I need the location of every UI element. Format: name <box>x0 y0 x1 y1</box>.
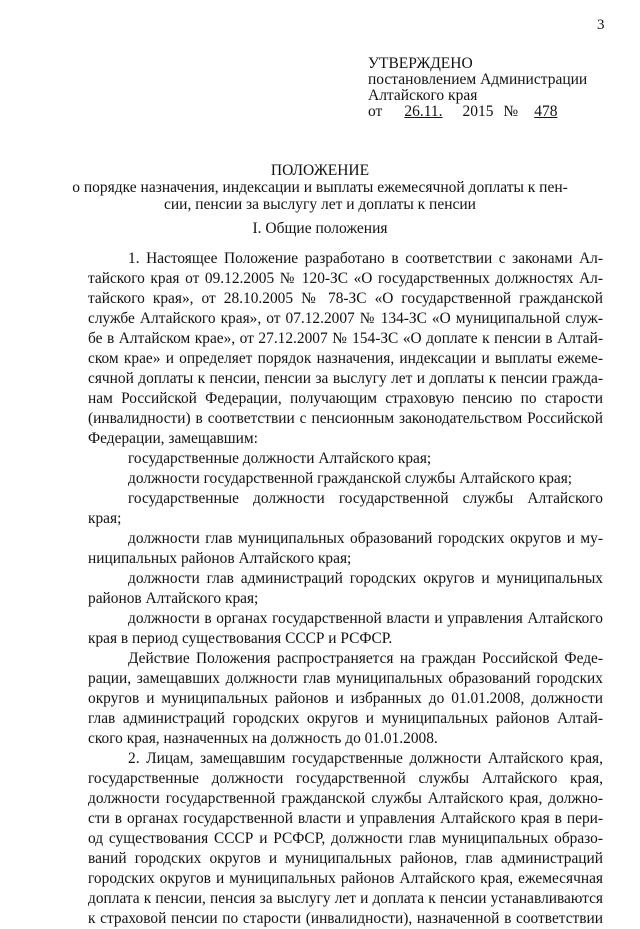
paragraph-1 <box>88 249 603 449</box>
list-item: должности глав муниципальных образований городских округов и му- <box>128 530 603 547</box>
text-line: городских округов и муниципальных районов Алтайского края, ежемесячная <box>88 870 603 887</box>
list-item: ниципальных районов Алтайского края; <box>88 550 352 567</box>
page-number: 3 <box>597 17 605 33</box>
paragraph-2 <box>88 749 603 929</box>
document-title: ПОЛОЖЕНИЕ <box>270 162 370 179</box>
text-line: тайского края», от 28.10.2005 № 78-ЗС «О государственной гражданской <box>88 290 603 307</box>
list-item: должности глав администраций городских округов и муниципальных <box>128 570 603 587</box>
text-line: 1. Настоящее Положение разработано в соответствии с законами Ал- <box>128 250 603 267</box>
text-line: глав администраций городских округов и муниципальных районов Алтай- <box>88 710 603 727</box>
date-value: 26.11. <box>404 103 443 120</box>
text-line: (инвалидности) в соответствии с пенсионным законодательством Российской <box>88 410 603 427</box>
text-line: бе в Алтайском крае», от 27.12.2007 № 154-ЗС «О доплате к пенсии в Алтай- <box>88 330 603 347</box>
approval-date-line <box>368 104 587 120</box>
date-prefix: от <box>368 103 383 120</box>
text-line: Действие Положения распространяется на граждан Российской Феде- <box>128 650 603 667</box>
number-sign: № <box>503 103 519 120</box>
text-line: 2. Лицам, замещавшим государственные должности Алтайского края, <box>128 750 603 767</box>
effect-paragraph <box>88 649 603 749</box>
text-line: нам Российской Федерации, получающим страховую пенсию по старости <box>88 390 603 407</box>
subtitle-line-2: сии, пенсии за выслугу лет и доплаты к пенсии <box>164 196 476 213</box>
text-line: рации, замещавших должности глав муниципальных образований городских <box>88 670 603 687</box>
approval-block <box>368 56 587 120</box>
text-line: сти в органах государственной власти и управления Алтайского края в пери- <box>88 810 603 827</box>
text-line: ваний городских округов и муниципальных районов, глав администраций <box>88 850 603 867</box>
section-heading: I. Общие положения <box>252 220 388 237</box>
text-line: государственные должности государственной службы Алтайского края, <box>88 770 603 787</box>
document-subtitle <box>0 179 640 213</box>
list-item: края; <box>88 510 122 527</box>
positions-list <box>88 449 603 649</box>
text-line: округов и муниципальных районов и избранных до 01.01.2008, должности <box>88 690 603 707</box>
text-line: доплата к пенсии, пенсия за выслугу лет и доплата к пенсии устанавливаются <box>88 890 603 907</box>
approval-heading: УТВЕРЖДЕНО <box>368 55 473 72</box>
list-item: края в период существования СССР и РСФСР. <box>88 630 393 647</box>
text-line: службе Алтайского края», от 07.12.2007 № 134-ЗС «О муниципальной служ- <box>88 310 603 327</box>
text-line: од существования СССР и РСФСР, должности глав муниципальных образо- <box>88 830 603 847</box>
list-item: районов Алтайского края; <box>88 590 259 607</box>
text-line: Федерации, замещавшим: <box>88 430 258 447</box>
text-line: ского края, назначенных на должность до 01.01.2008. <box>88 730 438 747</box>
text-line: сячной доплаты к пенсии, пенсии за выслугу лет и доплаты к пенсии гражда- <box>88 370 603 387</box>
number-value: 478 <box>534 103 558 120</box>
list-item: государственные должности Алтайского края; <box>128 450 432 467</box>
text-line: тайского края от 09.12.2005 № 120-ЗС «О государственных должностях Ал- <box>88 270 603 287</box>
text-line: к страховой пенсии по старости (инвалидности), назначенной в соответствии <box>88 910 603 927</box>
date-year: 2015 <box>462 103 494 120</box>
document-body <box>88 249 603 929</box>
list-item: государственные должности государственной службы Алтайского <box>128 490 603 507</box>
approval-by-line-2: Алтайского края <box>368 87 478 104</box>
approval-by-line-1: постановлением Администрации <box>368 71 588 88</box>
text-line: должности государственной гражданской службы Алтайского края, должно- <box>88 790 603 807</box>
subtitle-line-1: о порядке назначения, индексации и выплаты ежемесячной доплаты к пен- <box>72 179 568 196</box>
text-line: ском крае» и определяет порядок назначения, индексации и выплаты ежеме- <box>88 350 603 367</box>
list-item: должности в органах государственной власти и управления Алтайского <box>128 610 603 627</box>
list-item: должности государственной гражданской службы Алтайского края; <box>128 470 573 487</box>
